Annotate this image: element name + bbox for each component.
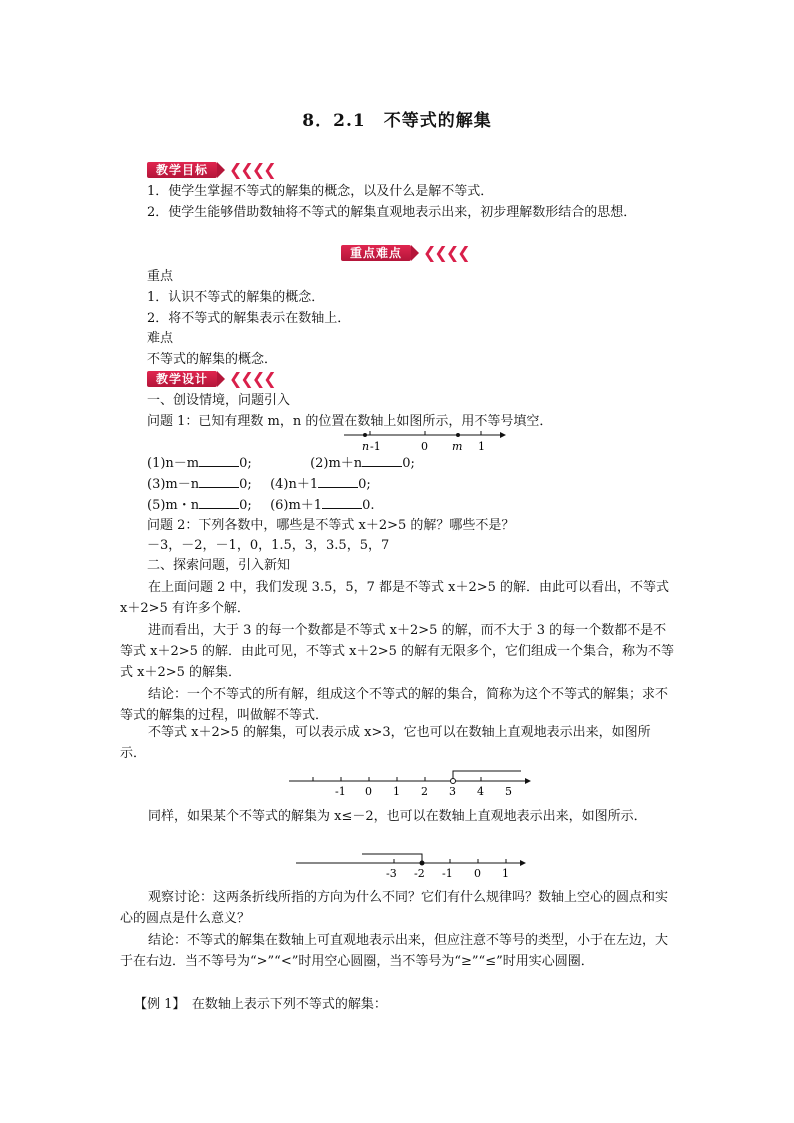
question-2-numbers: －3，－2，－1，0，1.5，3，3.5，5，7 [147,538,390,553]
q1-item-4: (4)n＋1 [270,477,319,492]
axis2-label: -1 [335,785,346,798]
axis3-label: -2 [414,867,425,880]
paragraph-6: 观察讨论：这两条折线所指的方向为什么不同？它们有什么规律吗？数轴上空心的圆点和实心的圆点是什么意义？ [120,890,669,926]
goal-2: 2．使学生能够借助数轴将不等式的解集直观地表示出来，初步理解数形结合的思想． [147,205,637,220]
paragraph-3: 结论：一个不等式的所有解，组成这个不等式的解的集合，简称为这个不等式的解集；求不等式的解集的过程，叫做解不等式． [120,687,669,723]
question-2: 问题 2：下列各数中，哪些是不等式 x＋2>5 的解？哪些不是？ [147,518,515,533]
q1-item-2-tail: 0; [402,456,415,471]
axis3-label: -3 [386,867,397,880]
q1-item-6-tail: 0. [362,498,375,513]
section-1-heading: 一、创设情境，问题引入 [147,393,291,408]
design-badge-label: 教学设计 [147,371,217,387]
blank-5[interactable] [199,496,239,509]
section-2-heading: 二、探索问题，引入新知 [147,558,291,573]
number-line-q1 [340,428,510,454]
axis3-label: -1 [442,867,453,880]
axis2-label: 5 [505,785,512,798]
goal-badge [147,161,275,178]
question-1: 问题 1：已知有理数 m，n 的位置在数轴上如图所示，用不等号填空． [147,414,553,429]
key-badge [341,244,469,261]
blank-2[interactable] [362,454,402,467]
goal-badge-label: 教学目标 [147,162,217,178]
axis-label-minus1: -1 [370,440,381,453]
key-badge-label: 重点难点 [341,245,411,261]
q1-item-6: (6)m＋1 [270,498,323,513]
blank-1[interactable] [199,454,239,467]
q1-item-3: (3)m－n [147,477,200,492]
chevron-left-icon: ❮❮❮❮ [423,243,469,262]
axis2-label: 1 [393,785,400,798]
q1-item-2: (2)m＋n [310,456,363,471]
chevron-left-icon: ❮❮❮❮ [229,160,275,179]
design-badge [147,370,275,387]
q1-row-2 [147,475,371,494]
page-title: 8．2.1 不等式的解集 [302,111,492,131]
axis3-label: 1 [502,867,509,880]
example-1: 【例 1】 在数轴上表示下列不等式的解集： [134,997,387,1012]
paragraph-1: 在上面问题 2 中，我们发现 3.5，5，7 都是不等式 x＋2>5 的解．由此可以看出，不等式 x＋2>5 有许多个解． [120,580,670,616]
paragraph-7: 结论：不等式的解集在数轴上可直观地表示出来，但应注意不等号的类型，小于在左边，大于在右边．当不等号为“>”“<”时用空心圆圈，当不等号为“≥”“≤”时用实心圆圈． [120,933,669,969]
q1-row-1 [147,454,415,473]
zhongdian-1: 1．认识不等式的解集的概念． [147,290,325,305]
zhongdian-label: 重点 [147,269,174,284]
q1-item-3-tail: 0; [239,477,252,492]
axis-label-1: 1 [478,440,485,453]
paragraph-4: 不等式 x＋2>5 的解集，可以表示成 x>3，它也可以在数轴上直观地表示出来，如图所示． [120,725,651,761]
blank-3[interactable] [199,475,239,488]
zhongdian-2: 2．将不等式的解集表示在数轴上． [147,311,351,326]
axis-label-0: 0 [421,440,428,453]
number-line-x-gt-3 [285,768,535,798]
q1-item-5: (5)m・n [147,498,200,513]
q1-item-5-tail: 0; [239,498,252,513]
axis2-label: 0 [365,785,372,798]
q1-item-1: (1)n－m [147,456,200,471]
q1-item-4-tail: 0; [358,477,371,492]
goal-1: 1．使学生掌握不等式的解集的概念，以及什么是解不等式． [147,184,494,199]
blank-6[interactable] [322,496,362,509]
number-line-x-le-minus2 [292,851,532,881]
paragraph-5: 同样，如果某个不等式的解集为 x≤－2，也可以在数轴上直观地表示出来，如图所示． [148,809,647,824]
axis-label-n: n [362,440,370,453]
nandian-text: 不等式的解集的概念． [147,352,278,367]
axis2-label: 2 [421,785,428,798]
q1-row-3 [147,496,374,515]
axis3-label: 0 [474,867,481,880]
q1-item-1-tail: 0; [239,456,252,471]
nandian-label: 难点 [147,331,174,346]
paragraph-2: 进而看出，大于 3 的每一个数都是不等式 x＋2>5 的解，而不大于 3 的每一个数都不是不等式 x＋2>5 的解．由此可见，不等式 x＋2>5 的解有无限多个，它们组成一个集合，称为不等式 x＋2>5 的解集． [120,623,675,680]
blank-4[interactable] [318,475,358,488]
chevron-left-icon: ❮❮❮❮ [229,369,275,388]
axis2-label: 4 [477,785,484,798]
axis-label-m: m [452,440,463,453]
axis2-label: 3 [449,785,456,798]
